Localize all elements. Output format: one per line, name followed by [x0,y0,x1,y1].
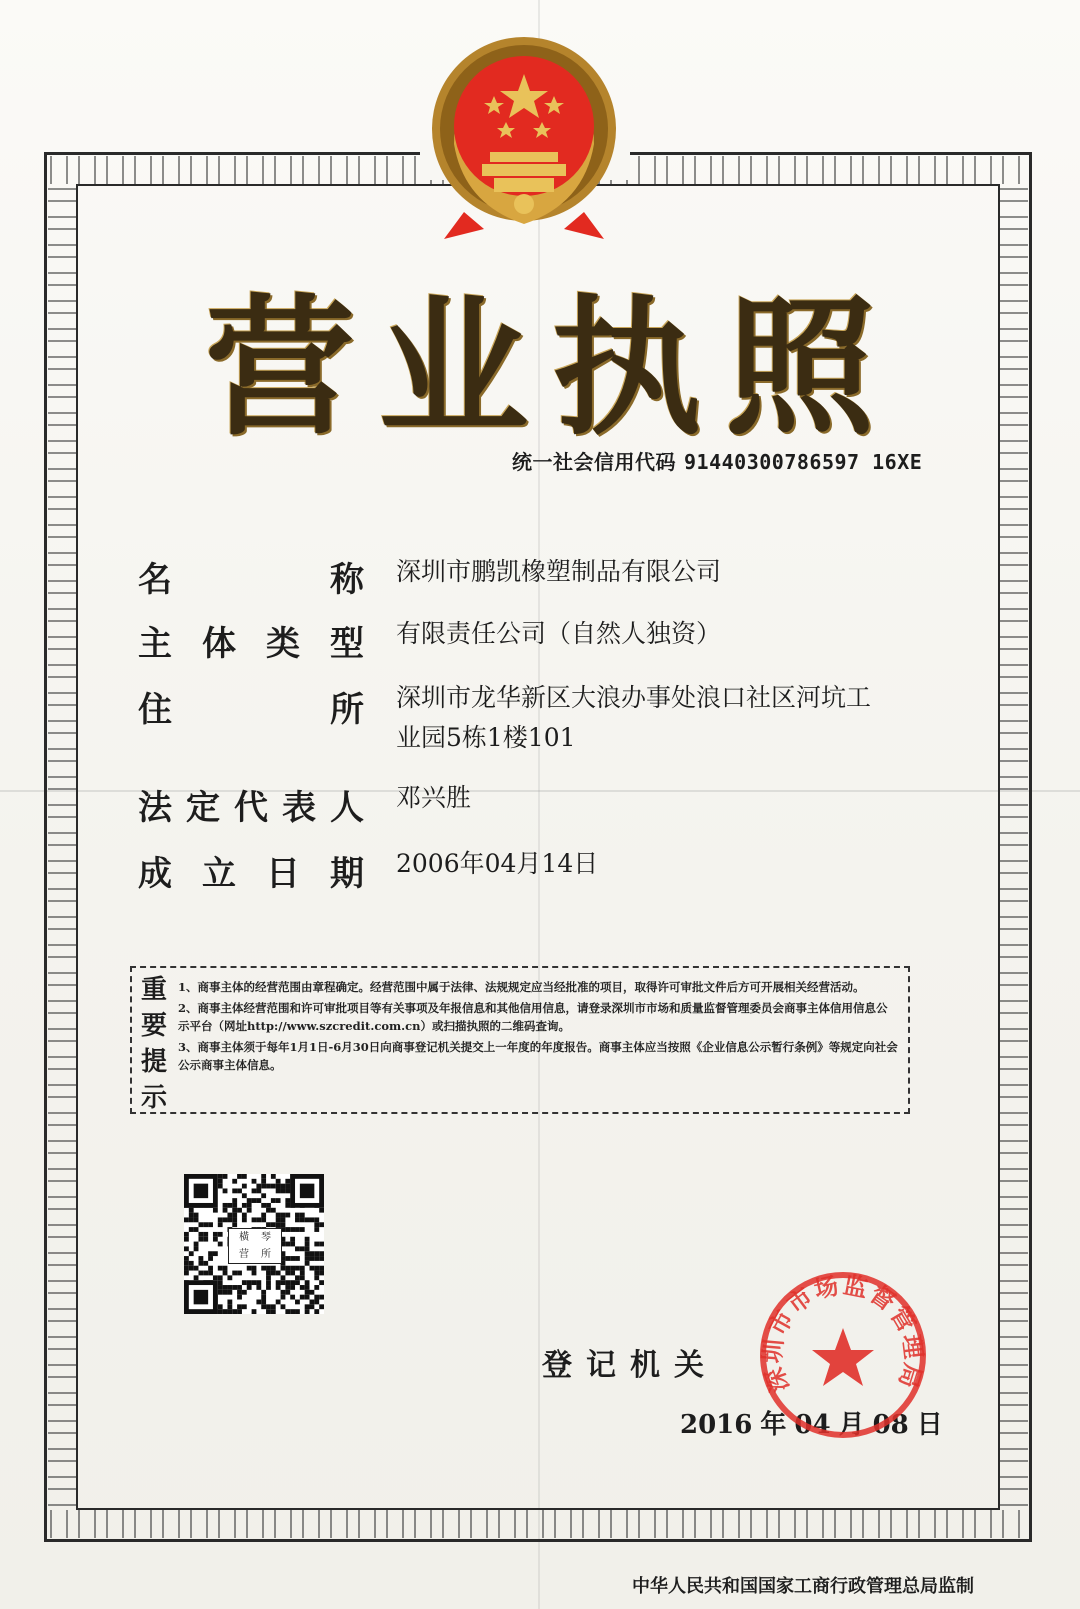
credit-code-line [512,446,922,475]
field-label-entity-type [138,616,364,665]
label-char: 人 [330,788,364,828]
label-char: 法 [138,788,172,828]
label-char: 期 [330,854,364,894]
label-char: 住 [138,690,172,730]
value-line: 2006年04月14日 [396,849,599,878]
label-char: 表 [282,788,316,828]
notice-heading-char: 重 [140,975,167,1005]
title-char: 执 [551,282,702,456]
seal-text: 深圳市市场监督管理局 [758,1270,928,1396]
notice-item: 2、商事主体经营范围和许可审批项目等有关事项及年报信息和其他信用信息，请登录深圳市市场和质量监督管理委员会商事主体信用信息公示平台（网址http://www.szcredit.com.cn）或扫描执照的二维码查询。 [178,1001,888,1033]
national-emblem-icon [424,34,624,244]
official-seal-icon [758,1270,928,1440]
label-char: 代 [234,788,268,828]
qr-badge-char: 营 [239,1248,249,1260]
value-line: 邓兴胜 [396,783,472,812]
field-label-established [138,846,364,895]
label-char: 称 [330,560,364,600]
label-char: 体 [202,624,236,664]
label-char: 型 [330,624,364,664]
fret-border-bottom [48,1510,1028,1538]
field-value-legal-rep [396,778,916,818]
value-line: 深圳市鹏凯橡塑制品有限公司 [396,557,722,586]
qr-center-badge [228,1228,282,1264]
notice-heading-char: 提 [140,1047,167,1077]
label-char: 日 [266,854,300,894]
value-line: 有限责任公司（自然人独资） [396,619,722,648]
credit-code-value: 91440300786597 16XE [684,450,923,474]
title-char: 营 [204,282,355,456]
notice-items [178,978,898,1077]
issue-year: 2016 [680,1410,753,1440]
fret-border-right [1000,186,1028,1508]
field-value-name [396,552,916,592]
supervision-footer: 中华人民共和国国家工商行政管理总局监制 [632,1576,974,1597]
label-char: 成 [138,854,172,894]
credit-code-label: 统一社会信用代码 [512,450,676,474]
field-label-legal-rep [138,780,364,829]
notice-heading-char: 要 [140,1011,167,1041]
field-label-address [138,682,364,731]
label-char: 主 [138,624,172,664]
fret-border-left [48,186,76,1508]
issue-day: 08 [872,1410,909,1440]
value-line: 业园5栋1楼101 [396,723,576,752]
label-char: 所 [330,690,364,730]
license-title [200,270,880,456]
notice-item: 3、商事主体须于每年1月1日-6月30日向商事登记机关提交上一年度的年度报告。商事主体应当按照《企业信息公示暂行条例》等规定向社会公示商事主体信息。 [178,1040,898,1072]
title-char: 照 [724,282,875,456]
qr-badge-char: 所 [261,1248,271,1260]
month-unit: 月 [838,1410,865,1440]
registration-authority-label: 登记机关 [542,1348,718,1383]
important-notice-box [130,966,910,1114]
field-label-name [138,552,364,601]
title-char: 业 [378,282,529,456]
label-char: 立 [202,854,236,894]
field-value-entity-type [396,614,916,654]
field-value-address [396,678,916,758]
value-line: 深圳市龙华新区大浪办事处浪口社区河坑工 [396,683,872,712]
label-char: 定 [186,788,220,828]
issue-month: 04 [794,1410,831,1440]
day-unit: 日 [916,1410,943,1440]
notice-item: 1、商事主体的经营范围由章程确定。经营范围中属于法律、法规规定应当经批准的项目，取得许可审批文件后方可开展相关经营活动。 [178,980,865,994]
notice-heading [138,972,170,1116]
field-value-established [396,844,916,884]
label-char: 名 [138,560,172,600]
qr-badge-char: 橫 [239,1231,249,1243]
notice-heading-char: 示 [140,1083,167,1113]
qr-badge-char: 琴 [261,1231,271,1243]
year-unit: 年 [760,1410,787,1440]
label-char: 类 [266,624,300,664]
